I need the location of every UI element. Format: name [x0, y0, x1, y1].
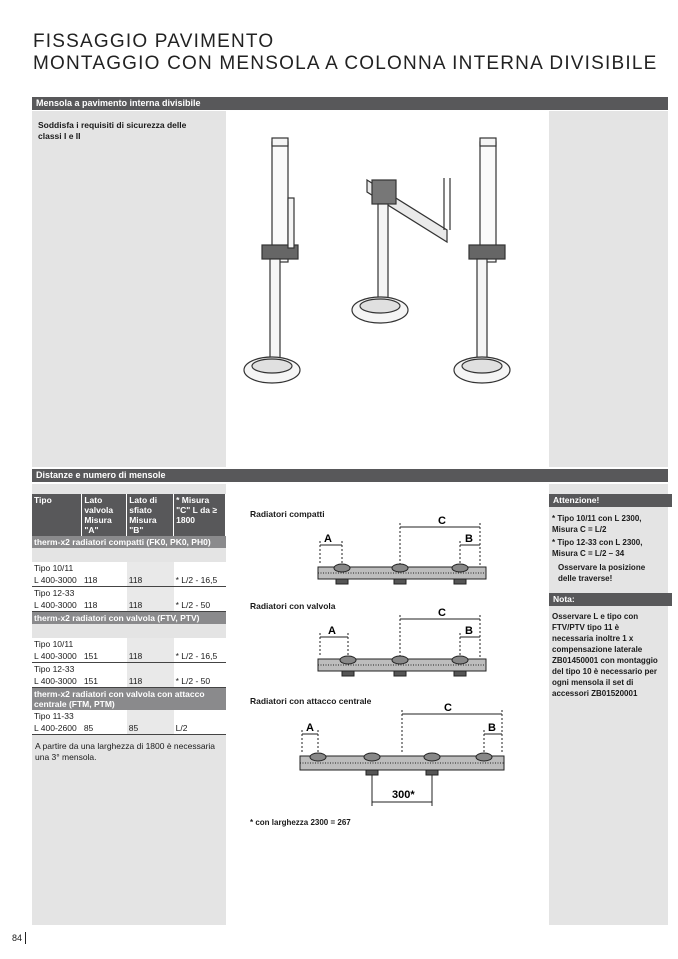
header-tipo: Tipo: [32, 494, 82, 536]
safety-note: Soddisfa i requisiti di sicurezza delle classi I e II: [38, 120, 187, 141]
diagram-valvola: [312, 607, 502, 687]
row-tipo: Tipo 10/11: [32, 638, 82, 650]
cell-b: 118: [127, 650, 174, 663]
diagram-title-compatti: Radiatori compatti: [250, 509, 325, 519]
diagram-compatti: [312, 515, 502, 595]
label-b: B: [465, 625, 473, 637]
table-row: [32, 722, 226, 735]
label-c: C: [438, 515, 446, 527]
bracket-illustration: [232, 120, 532, 400]
table-row: [32, 599, 226, 612]
table-row: [32, 675, 226, 688]
page-title-line-1: FISSAGGIO PAVIMENTO: [33, 31, 275, 52]
group-title: therm-x2 radiatori con valvola (FTV, PTV): [32, 612, 226, 625]
cell-b: 118: [127, 574, 174, 587]
section1-left-panel: [32, 111, 226, 467]
attention-item-3: Osservare la posizione delle traverse!: [558, 563, 646, 583]
table-header-row: [32, 494, 226, 536]
cell-b: 118: [127, 675, 174, 688]
cell-b: 118: [127, 599, 174, 612]
row-tipo: Tipo 11-33: [32, 710, 82, 722]
attention-item-2: * Tipo 12-33 con L 2300, Misura C = L/2 – 34: [552, 538, 643, 558]
row-length: L 400-3000: [32, 650, 82, 663]
cell-a: 151: [82, 675, 127, 688]
header-misura-c: * Misura "C" L da ≥ 1800: [174, 494, 226, 536]
note-header: Nota:: [549, 593, 672, 606]
table-row: [32, 574, 226, 587]
row-tipo: Tipo 12-33: [32, 663, 82, 676]
table-row: [32, 650, 226, 663]
cell-a: 118: [82, 599, 127, 612]
row-tipo: Tipo 10/11: [32, 562, 82, 574]
row-tipo: Tipo 12-33: [32, 587, 82, 600]
diagram-centrale: [296, 702, 508, 810]
cell-c: * L/2 - 16,5: [174, 650, 226, 663]
page-title-line-2: MONTAGGIO CON MENSOLA A COLONNA INTERNA DIVISIBILE: [33, 53, 658, 74]
label-b: B: [488, 722, 496, 734]
group-title: therm-x2 radiatori compatti (FK0, PK0, PH0): [32, 536, 226, 548]
label-a: A: [306, 722, 314, 734]
cell-c: * L/2 - 50: [174, 675, 226, 688]
attention-item-1: * Tipo 10/11 con L 2300, Misura C = L/2: [552, 514, 642, 534]
cell-c: * L/2 - 16,5: [174, 574, 226, 587]
note-text: Osservare L e tipo con FTV/PTV tipo 11 è necessaria inoltre 1 x compensazione laterale ZB01450001 con montaggio del tipo 10 è necessario per ogni mensola il set di accessori ZB01520001: [552, 612, 658, 698]
row-length: L 400-2600: [32, 722, 82, 735]
attention-header: Attenzione!: [549, 494, 672, 507]
header-misura-a: Lato valvola Misura "A": [82, 494, 127, 536]
cell-a: 85: [82, 722, 127, 735]
label-300: 300*: [392, 789, 415, 801]
label-a: A: [324, 533, 332, 545]
cell-a: 118: [82, 574, 127, 587]
section-bar-mensola: Mensola a pavimento interna divisibile: [32, 97, 668, 110]
cell-b: 85: [127, 722, 174, 735]
row-length: L 400-3000: [32, 599, 82, 612]
diagram-title-centrale: Radiatori con attacco centrale: [250, 696, 372, 706]
section-bar-distanze: Distanze e numero di mensole: [32, 469, 668, 482]
cell-c: * L/2 - 50: [174, 599, 226, 612]
table-footnote: A partire da una larghezza di 1800 è necessaria una 3° mensola.: [35, 741, 216, 762]
diagram-title-valvola: Radiatori con valvola: [250, 601, 336, 611]
page-number: 84: [12, 932, 26, 944]
section1-right-panel: [549, 111, 668, 467]
row-length: L 400-3000: [32, 574, 82, 587]
cell-a: 151: [82, 650, 127, 663]
cell-c: L/2: [174, 722, 226, 735]
diagram-footnote: * con larghezza 2300 = 267: [250, 818, 351, 827]
label-b: B: [465, 533, 473, 545]
label-c: C: [444, 702, 452, 714]
spec-table: [32, 494, 226, 735]
header-misura-b: Lato di sfiato Misura "B": [127, 494, 174, 536]
row-length: L 400-3000: [32, 675, 82, 688]
label-c: C: [438, 607, 446, 619]
group-title: therm-x2 radiatori con valvola con attacco centrale (FTM, PTM): [32, 688, 226, 711]
label-a: A: [328, 625, 336, 637]
